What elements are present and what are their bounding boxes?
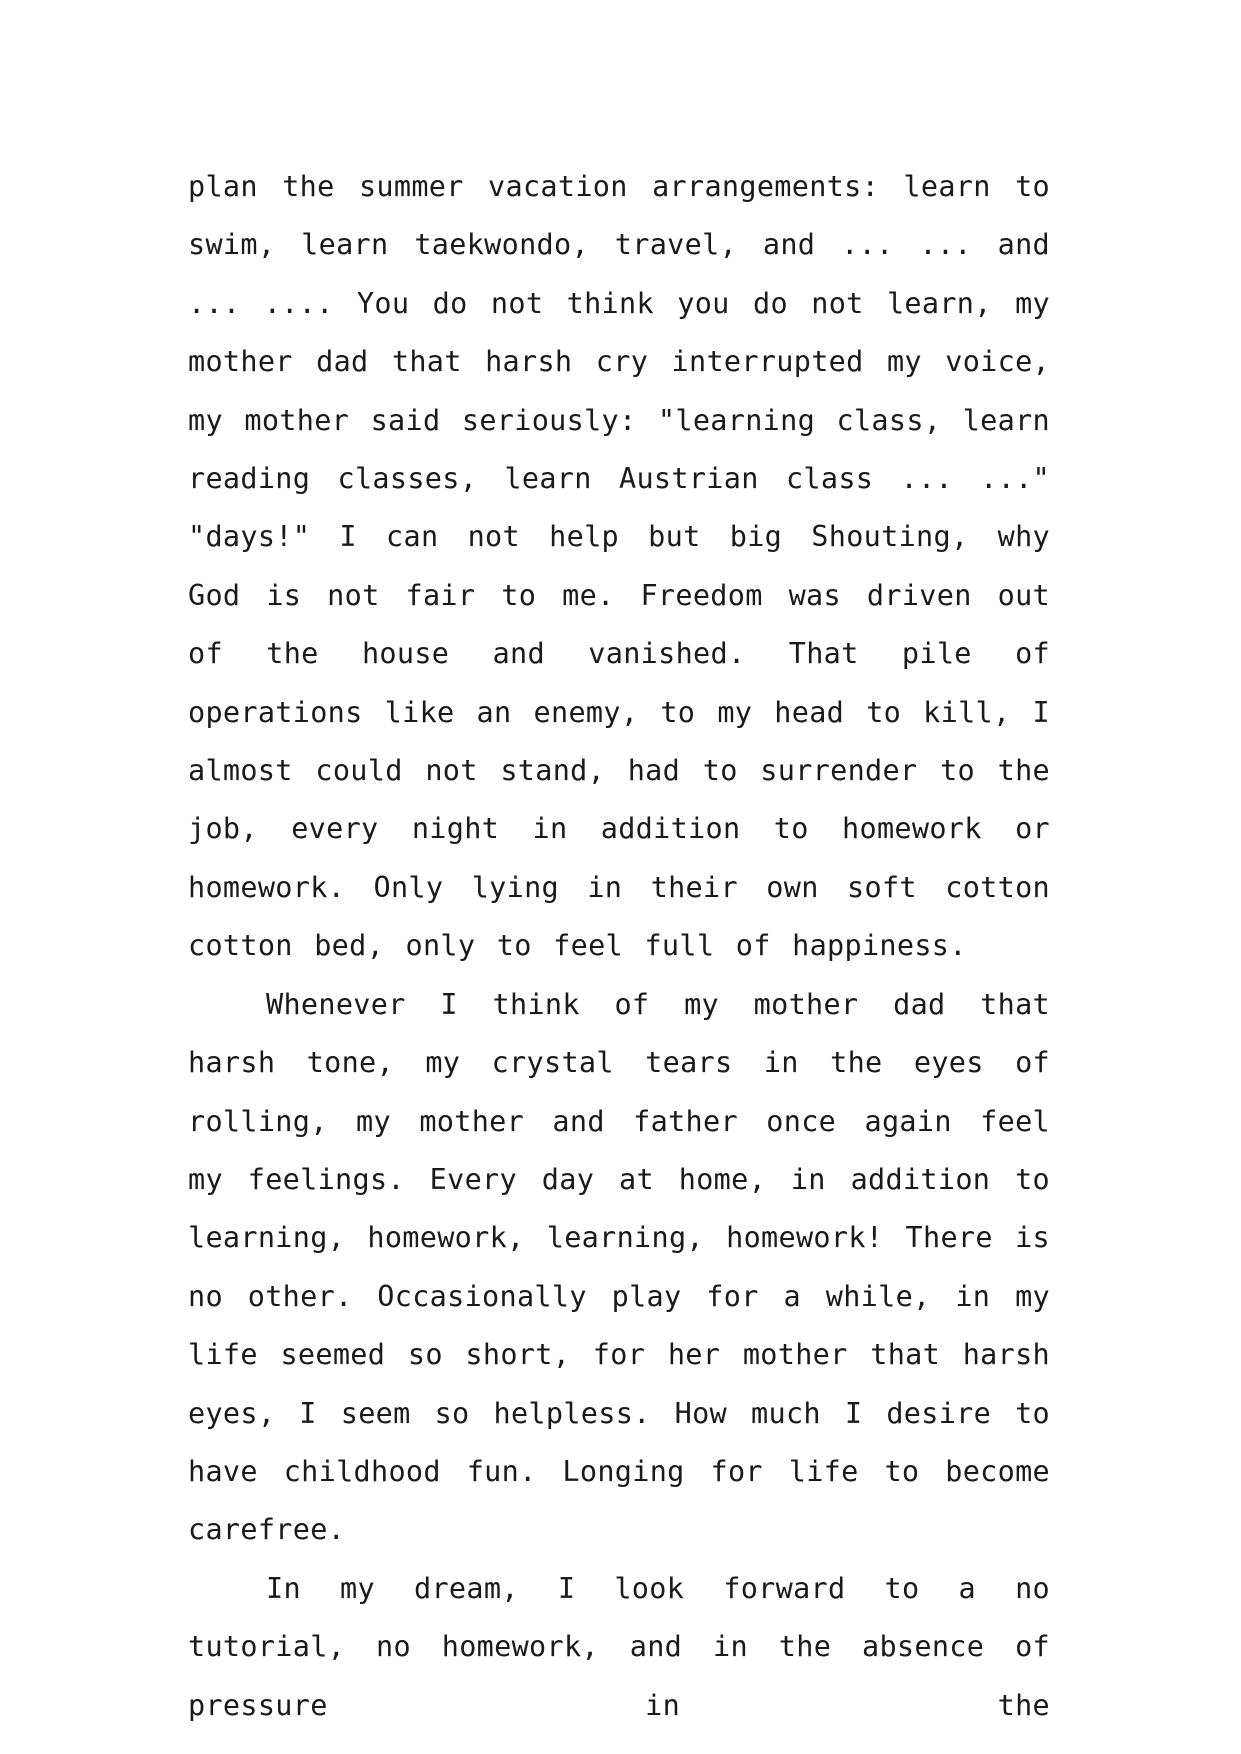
paragraph-2: Whenever I think of my mother dad that harsh tone, my crystal tears in the eyes of rolling, my mother and father once again feel my feelings. Every day at home, in addition to learning, homework, learning, homework! There is no other. Occasionally play for a while, in my life seemed so short, for her mother that harsh eyes, I seem so helpless. How much I desire to have childhood fun. Longing for life to become carefree. [188,987,1050,1547]
body-text [188,158,1050,1735]
paragraph-1: plan the summer vacation arrangements: learn to swim, learn taekwondo, travel, and ... ... and ... .... You do not think you do not learn, my mother dad that harsh cry interrupted my voice, my mother said seriously: "learning class, learn reading classes, learn Austrian class ... ..." "days!" I can not help but big Shouting, why God is not fair to me. Freedom was driven out of the house and vanished. That pile of operations like an enemy, to my head to kill, I almost could not stand, had to surrender to the job, every night in addition to homework or homework. Only lying in their own soft cotton cotton bed, only to feel full of happiness. [188,170,1051,963]
paragraph-3: In my dream, I look forward to a no tutorial, no homework, and in the absence of pressure in the [188,1571,1050,1722]
